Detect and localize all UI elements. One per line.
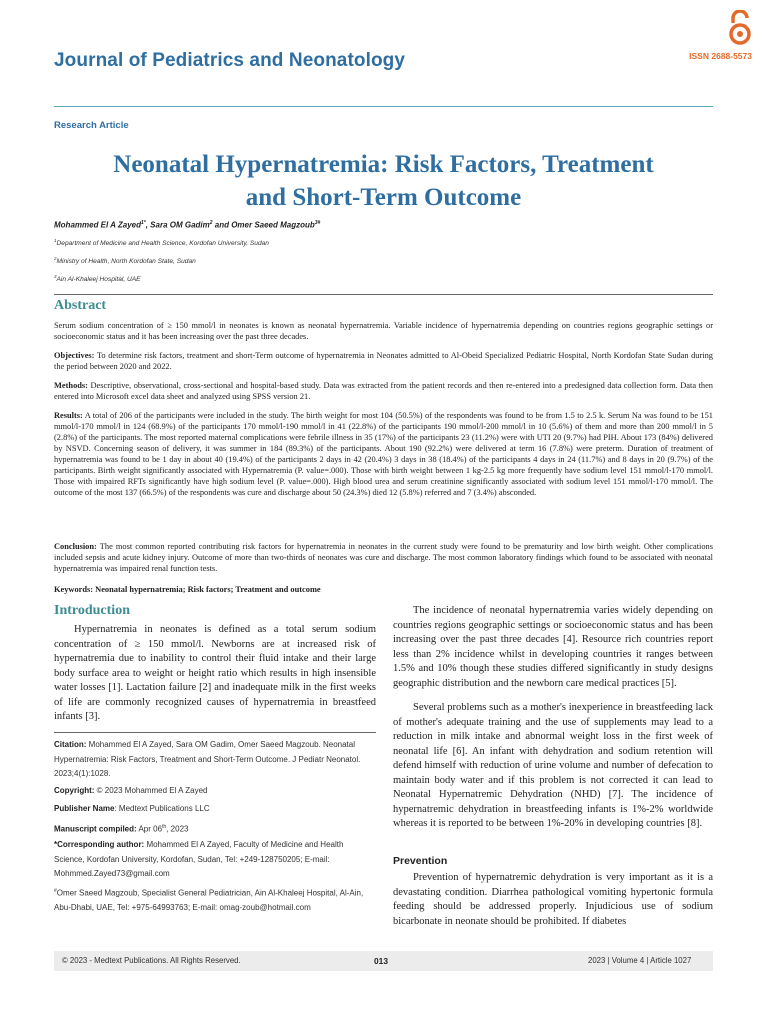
affiliation-1 (54, 238, 269, 247)
aff-text: Ministry of Health, North Kordofan State, Sudan (56, 258, 196, 266)
journal-title: Journal of Pediatrics and Neonatology (54, 50, 406, 71)
publisher-text: : Medtext Publications LLC (114, 804, 210, 813)
manuscript-sup: th (162, 824, 167, 830)
aff-text: Department of Medicine and Health Science, Kordofan University, Sudan (56, 240, 269, 248)
title-line-1: Neonatal Hypernatremia: Risk Factors, Treatment (113, 151, 654, 178)
copyright-note (54, 784, 376, 799)
second-sup: # (54, 888, 57, 894)
objectives-text: To determine risk factors, treatment and short-Term outcome of hypernatremia in Neonates admitted to Al-Obeid Specialized Pediatric Hospital, North Kordofan State Sudan during the period between 2020 and 2022. (54, 351, 713, 371)
open-access-lock-icon (727, 10, 753, 46)
methods-label: Methods: (54, 381, 88, 390)
methods-text: Descriptive, observational, cross-sectional and hospital-based study. Data was extracted from the patient records and then re-entered into a predesigned data collection form. Data then entered into Microsoft excel data sheet and analyzed using SPSS version 21. (54, 381, 713, 401)
manuscript-date (54, 820, 376, 837)
corr-text: Mohammed El A Zayed, Faculty of Medicine and Health Science, Kordofan University, Kordofan, Sudan, Tel: +249-128750205; E-mail: Mohmmed.Zayed73@gmail.com (54, 840, 344, 878)
prevention-paragraph: Prevention of hypernatremic dehydration is very important as it is a devastating condition. Diarrhea pathological vomiting hypertonic formula feeding should be addressed properly. Injudicious use of sodium bicarbonate in neonate should be prohibited. If diabetes (393, 872, 713, 927)
corr-label: *Corresponding author: (54, 840, 145, 849)
aff-sup: 1 (54, 238, 57, 243)
aff-sup: 2 (54, 256, 57, 261)
header-divider (54, 106, 713, 107)
conclusion-text: The most common reported contributing risk factors for hypernatremia in neonates in the current study were found to be prematurity and low birth weight. Other complications included sepsis and acute kidney injury. Outcome of more than two-thirds of neonates was cure and discharge. The most common laboratory findings which found to be associated with neonatal hypernatremia was impaired renal function tests. (54, 542, 713, 573)
citation-label: Citation: (54, 740, 87, 749)
manuscript-text: Apr 06 (136, 824, 163, 834)
citation (54, 738, 376, 782)
abstract-heading: Abstract (54, 298, 107, 313)
objectives-label: Objectives: (54, 351, 95, 360)
abstract-results (54, 410, 713, 498)
aff-sup: 3 (54, 274, 57, 279)
aff-text: Ain Al-Khaleej Hospital, UAE (56, 276, 141, 284)
issn: ISSN 2688-5573 (689, 51, 752, 61)
introduction-heading: Introduction (54, 603, 130, 618)
footer-copyright: © 2023 - Medtext Publications. All Rights Reserved. (62, 956, 241, 965)
publisher-note (54, 802, 376, 817)
intro-paragraph-2: The incidence of neonatal hypernatremia varies widely depending on countries regions geographic settings or socioeconomic status and has been increasing over the past three decades [4]. Resource rich countries report less than 2% incidence whilst in developing countries it ranges between 1.5% and 10% though these studies differed significantly in study designs geographic distribution and the newborn care medical practices [5]. (393, 605, 713, 689)
author-3-sup: 3# (314, 220, 321, 226)
intro-paragraph-1: Hypernatremia in neonates is defined as a total serum sodium concentration of ≥ 150 mmol/l. Newborns are at increased risk of hypernatremia due to inability to control their fluid intake and their large body surface area to weight or height ratio which results in high insensible water losses [1]. Lactation failure [2] and inadequate milk in the first weeks of life are commonly recognized causes of hypernatremia in breastfeed infants [3]. (54, 624, 376, 722)
second-text: Omer Saeed Magzoub, Specialist General Pediatrician, Ain Al-Khaleej Hospital, Al-Ain, Abu-Dhabi, UAE, Tel: +975-64993763; E-mail: omag-zoub@hotmail.com (54, 888, 364, 913)
results-text: A total of 206 of the participants were included in the study. The birth weight for most 104 (50.5%) of the respondents was found to be from 1.5 to 2.5 k. Serum Na was found to be 151 mmol/l-170 mmol/l in 124 (68.9%) of the participants 170 mmol/l-190 mmol/l in 41 (22.8%) of the participants 190 mmol/l-200 mmol/l in 10 (5.6%) of them and more than 200 mmol/l in 5 (2.8%) of the participants. The most reported maternal complications were febrile illness in 35 (17%) of the participants 23 (11.2%) were with UTI 20 (9.7%) had PIH. About 173 (84%) delivered by NSVD. Concerning season of delivery, it was summer in 184 (89.3%) of the participants. About 190 (92.2%) were delivered at term 16 (7.8%) were preterm. Duration of treatment of hypernatremia was found to be 1 day in about 40 (19.4%) of the participants 2 days in 42 (20.4%) 3 days in 38 (18.4%) of the participants 4 days in 24 (11.7%) and 8 days in 20 (9.7%) of the participants. Birth weight significantly associated with Hypernatremia (P. value=.000). Those with birth weight between 1 kg-2.5 kg more frequently have sodium level 151 mmol/l-170 mmol/l. Those with impaired RFTs significantly have high sodium level (P. value=.000). High blood urea and serum creatinine significantly associated with sodium level 151 mmol/l-170 mmol/l. The outcome of the most 137 (66.5%) of the respondents was cure and discharge about 50 (24.3%) died 12 (5.8%) referred and 7 (3.4%) absconded. (54, 411, 713, 497)
abstract-objectives (54, 350, 713, 372)
title-line-2: and Short-Term Outcome (245, 184, 522, 211)
manuscript-year: , 2023 (166, 824, 189, 834)
conclusion-label: Conclusion: (54, 542, 97, 551)
keywords: Keywords: Neonatal hypernatremia; Risk factors; Treatment and outcome (54, 585, 321, 594)
article-type: Research Article (54, 120, 129, 131)
copyright-label: Copyright: (54, 786, 95, 795)
intro-paragraph-3: Several problems such as a mother's inexperience in breastfeeding lack of mother's adequate training and the use of supplements may lead to a reduction in milk intake and abnormal weight loss in the first week of neonatal life [6]. An infant with dehydration and sodium retention will defend himself with reduction of urine volume and number of defecation to maintain body water and if this problem is not corrected it can lead to Neonatal Hypernatremic Dehydration (NHD) [7]. The incidence of hypernatremic dehydration in breastfeeding infants is 1%-2% worldwide whereas it is reported to be between 1%-20% in developing countries [8]. (393, 702, 713, 829)
abstract-conclusion (54, 541, 713, 574)
prevention-heading: Prevention (393, 855, 448, 867)
author-1-sup: 1* (140, 220, 146, 226)
copyright-text: © 2023 Mohammed El A Zayed (94, 786, 208, 795)
abstract-intro: Serum sodium concentration of ≥ 150 mmol/l in neonates is known as neonatal hypernatremia. Variable incidence of hypernatremia depending on countries regions geographic settings or socioeconomic status and it has been increasing over the past three decades. (54, 321, 713, 341)
affiliation-2 (54, 256, 196, 265)
corresponding-author (54, 838, 376, 882)
abstract-methods (54, 380, 713, 402)
footer-issue: 2023 | Volume 4 | Article 1027 (588, 956, 692, 965)
affiliation-3 (54, 274, 141, 283)
citation-divider (54, 732, 376, 733)
author-list (54, 220, 320, 230)
second-author-contact (54, 884, 376, 916)
article-title (54, 148, 713, 214)
page-number: 013 (374, 956, 388, 966)
author-2: , Sara OM Gadim (145, 220, 210, 230)
author-3: and Omer Saeed Magzoub (212, 220, 315, 230)
results-label: Results: (54, 411, 83, 420)
publisher-label: Publisher Name (54, 804, 115, 813)
intro-right-column (393, 604, 713, 832)
manuscript-label: Manuscript compiled: (54, 824, 137, 834)
author-2-sup: 2 (209, 220, 213, 226)
intro-left-column (54, 623, 376, 725)
author-1: Mohammed El A Zayed (54, 220, 141, 230)
citation-text: Mohammed El A Zayed, Sara OM Gadim, Omer Saeed Magzoub. Neonatal Hypernatremia: Risk Factors, Treatment and Short-Term Outcome. J Pediatr Neonatol. 2023;4(1):1028. (54, 740, 361, 778)
prevention-column (393, 871, 713, 929)
abstract-divider (54, 294, 713, 295)
